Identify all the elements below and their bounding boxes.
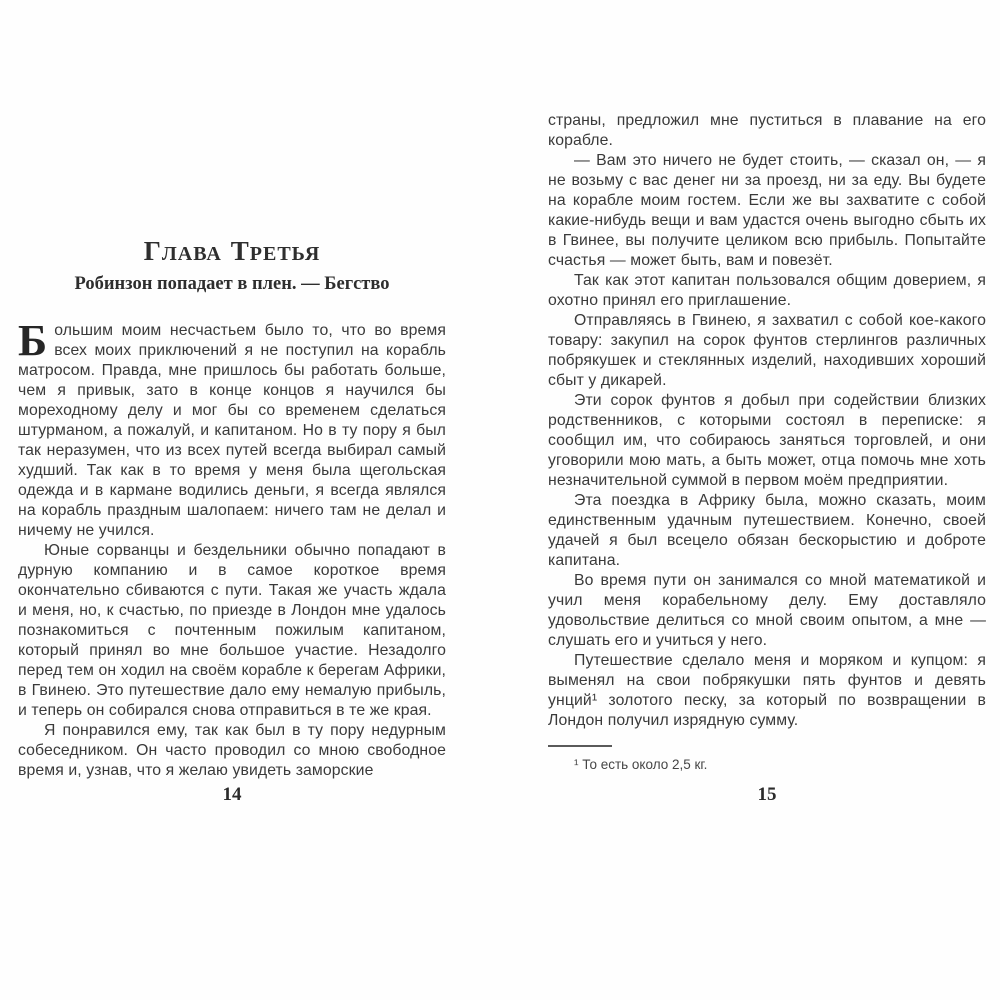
paragraph: Эта поездка в Африку была, можно сказать, моим единственным удачным путешествием. Конечно, своей удачей я был всецело обязан бескорыстию и доброте капитана. — [548, 492, 986, 569]
chapter-title: ГЛАВА ТРЕТЬЯ — [143, 236, 321, 266]
paragraph: Эти сорок фунтов я добыл при содействии близких родственников, с которыми состоял в переписке: я сообщил им, что собираюсь заняться торговлей, и они уговорили мою мать, а быть может, отца помочь мне хоть незначительной суммой в первом моём предприятии. — [548, 392, 986, 489]
page-number-right: 15 — [757, 784, 777, 805]
paragraph: Так как этот капитан пользовался общим доверием, я охотно принял его приглашение. — [548, 272, 986, 309]
paragraph: Юные сорванцы и бездельники обычно попадают в дурную компанию и в самое короткое время окончательно сбиваются с пути. Такая же участь ждала и меня, но, к счастью, по приезде в Лондон мне удалось познакомиться с почтенным пожилым капитаном, который принял во мне большое участие. Незадолго перед тем он ходил на своём корабле к берегам Африки, в Гвинею. Это путешествие дало ему немалую прибыль, и теперь он собирался снова отправиться в те же края. — [18, 542, 446, 719]
paragraph: страны, предложил мне пуститься в плавание на его корабле. — [548, 112, 986, 149]
page-left-paragraphs — [18, 541, 446, 781]
footnote: ¹ То есть около 2,5 кг. — [574, 757, 708, 772]
paragraph: Во время пути он занимался со мной математикой и учил меня корабельному делу. Ему доставляло удовольствие делиться со мной своим опытом, а мне — слушать его и учиться у него. — [548, 572, 986, 649]
paragraph: Отправляясь в Гвинею, я захватил с собой кое-какого товару: закупил на сорок фунтов стерлингов различных побрякушек и стеклянных изделий, находивших хороший сбыт у дикарей. — [548, 312, 986, 389]
page-left — [18, 236, 446, 781]
page-right — [548, 111, 986, 773]
paragraph: Я понравился ему, так как был в ту пору недурным собеседником. Он часто проводил со мною свободное время и, узнав, что я желаю увидеть заморские — [18, 722, 446, 779]
paragraph: Путешествие сделало меня и моряком и купцом: я выменял на свои побрякушки пять фунтов и девять унций¹ золотого песку, за который по возвращении в Лондон получил изрядную сумму. — [548, 652, 986, 729]
chapter-subtitle: Робинзон попадает в плен. — Бегство — [74, 274, 390, 294]
page-number-left: 14 — [222, 784, 242, 805]
paragraph: — Вам это ничего не будет стоить, — сказал он, — я не возьму с вас денег ни за проезд, ни за еду. Вы будете на корабле моим гостем. Если же вы захватите с собой какие-нибудь вещи и вам удастся очень выгодно сбыть их в Гвинее, вы получите целиком всю прибыль. Попытайте счастья — может быть, вам и повезёт. — [548, 152, 986, 269]
page-left-body — [18, 316, 446, 781]
drop-cap: Б — [18, 316, 48, 365]
opening-paragraph-text: ольшим моим несчастьем было то, что во время всех моих приключений я не поступил на корабль матросом. Правда, мне пришлось бы работать больше, чем я привык, зато в конце концов я научился бы мореходному делу и мог бы со временем сделаться штурманом, а пожалуй, и капитаном. Но в ту пору я был так неразумен, что из всех путей всегда выбирал самый худший. Так как в то время у меня была щегольская одежда и в кармане водились деньги, я всегда являлся на корабль праздным шалопаем: ничего там не делал и ничему не учился. — [18, 322, 446, 539]
page-right-body — [548, 111, 986, 731]
footnote-separator — [548, 745, 612, 747]
opening-paragraph — [18, 316, 446, 541]
